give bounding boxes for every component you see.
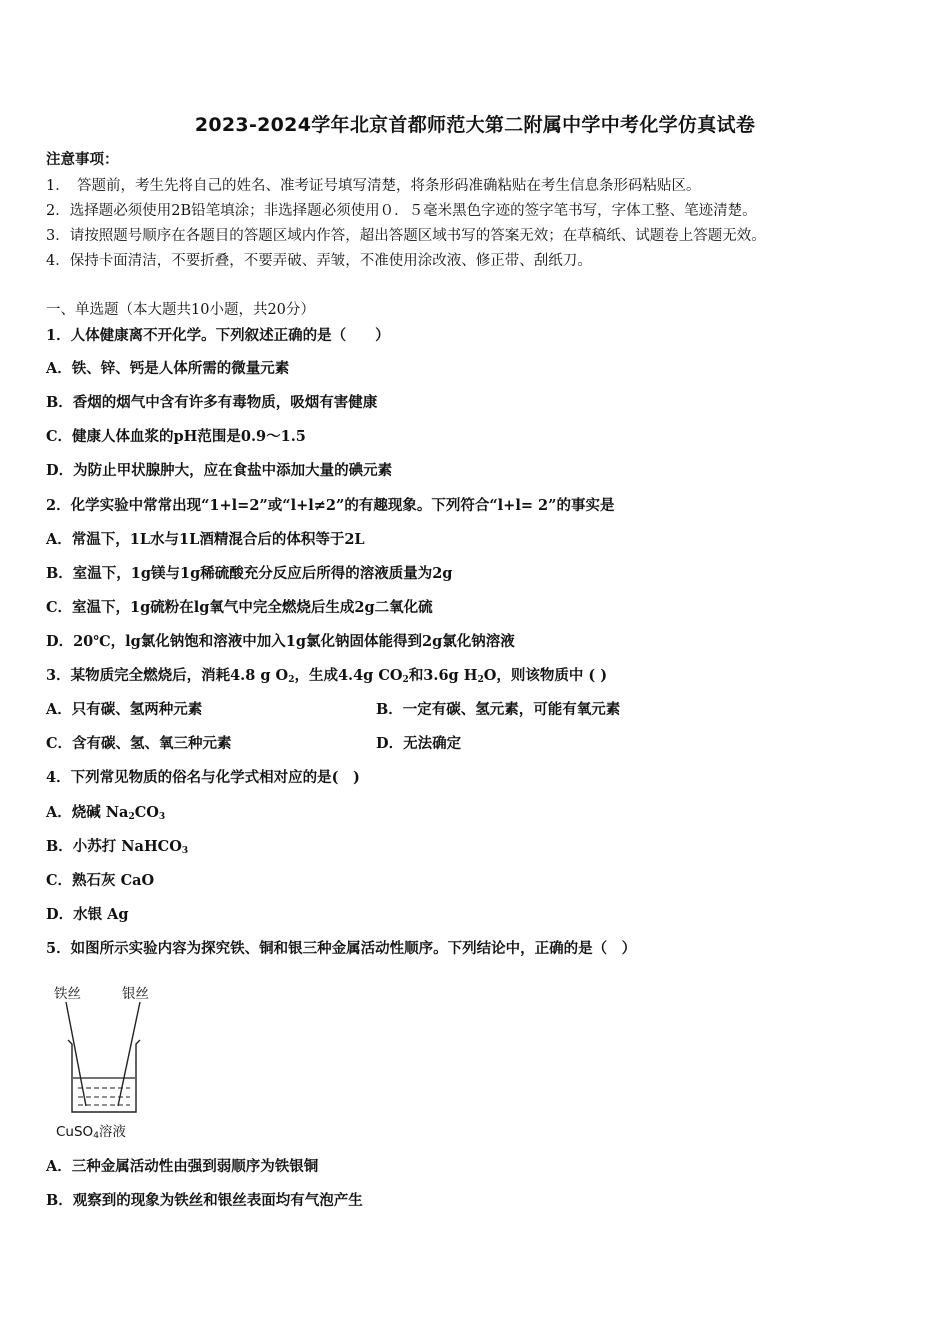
- q4-option-a: [46, 803, 165, 827]
- q3-option-row-1: [46, 700, 621, 720]
- q5-stem: 5．如图所示实验内容为探究铁、铜和银三种金属活动性顺序。下列结论中，正确的是（ ）: [46, 940, 637, 957]
- q4-option-b: [46, 837, 188, 861]
- q3-subscript: 2: [477, 675, 484, 685]
- solution-label: [56, 1120, 126, 1141]
- notice-item-2: 2．选择题必须使用2B铅笔填涂；非选择题必须使用０．５毫米黑色字迹的签字笔书写，字体工整、笔迹清楚。: [46, 203, 757, 219]
- q1-option-b: B．香烟的烟气中含有许多有毒物质，吸烟有害健康: [46, 394, 378, 411]
- q2-option-b: B．室温下，1g镁与1g稀硫酸充分反应后所得的溶液质量为2g: [46, 565, 453, 582]
- silver-wire-label: 银丝: [122, 986, 149, 1002]
- q2-option-c: C．室温下，1g硫粉在lg氧气中完全燃烧后生成2g二氧化硫: [46, 599, 433, 616]
- iron-wire-label: 铁丝: [54, 986, 81, 1002]
- q4-subscript: 3: [181, 846, 189, 856]
- q1-stem: 1．人体健康离不开化学。下列叙述正确的是（ ）: [46, 327, 390, 344]
- q3-option-d: D．无法确定: [376, 735, 462, 752]
- solution-label-subscript: 4: [93, 1131, 99, 1141]
- beaker-diagram: [52, 980, 172, 1140]
- q4-subscript: 3: [158, 812, 166, 822]
- section-heading: 一、单选题（本大题共10小题，共20分）: [46, 302, 315, 318]
- q1-option-c: C．健康人体血浆的pH范围是0.9～1.5: [46, 428, 306, 445]
- q3-option-a: A．只有碳、氢两种元素: [46, 701, 203, 718]
- q1-option-d: D．为防止甲状腺肿大，应在食盐中添加大量的碘元素: [46, 462, 393, 479]
- q3-stem: [46, 666, 607, 690]
- q4-option-a-text: A．烧碱 Na: [46, 804, 129, 821]
- q3-option-c: C．含有碳、氢、氧三种元素: [46, 735, 232, 752]
- q3-subscript: 2: [402, 675, 409, 685]
- q2-option-d: D．20℃，lg氯化钠饱和溶液中加入1g氯化钠固体能得到2g氯化钠溶液: [46, 633, 515, 650]
- q4-stem: 4．下列常见物质的俗名与化学式相对应的是( ): [46, 769, 360, 786]
- notice-heading: 注意事项：: [46, 151, 119, 168]
- q3-stem-part: O，则该物质中 ( ): [483, 667, 608, 684]
- q3-stem-part: 和3.6g H: [408, 667, 478, 684]
- solution-label-text: 溶液: [98, 1124, 126, 1140]
- q5-option-a: A．三种金属活动性由强到弱顺序为铁银铜: [46, 1158, 319, 1175]
- q3-subscript: 2: [288, 675, 295, 685]
- solution-label-text: CuSO: [56, 1124, 94, 1140]
- q3-stem-part: ，生成4.4g CO: [294, 667, 403, 684]
- q4-option-c: C．熟石灰 CaO: [46, 872, 155, 889]
- q3-option-row-2: [46, 734, 462, 754]
- q3-stem-part: 3．某物质完全燃烧后，消耗4.8 g O: [46, 667, 289, 684]
- q4-subscript: 2: [128, 812, 135, 822]
- q4-option-d: D．水银 Ag: [46, 906, 129, 923]
- q5-option-b: B．观察到的现象为铁丝和银丝表面均有气泡产生: [46, 1192, 363, 1209]
- page-title: 2023-2024学年北京首都师范大第二附属中学中考化学仿真试卷: [194, 114, 756, 136]
- q1-option-a: A．铁、锌、钙是人体所需的微量元素: [46, 360, 290, 377]
- experiment-figure: [52, 980, 172, 1140]
- q3-option-b: B．一定有碳、氢元素，可能有氧元素: [376, 701, 621, 718]
- q2-option-a: A．常温下，1L水与1L酒精混合后的体积等于2L: [46, 531, 365, 548]
- iron-wire: [66, 1002, 86, 1106]
- notice-item-4: 4．保持卡面清洁，不要折叠，不要弄破、弄皱，不准使用涂改液、修正带、刮纸刀。: [46, 253, 592, 269]
- q4-option-a-text: CO: [134, 804, 159, 821]
- q4-option-b-text: B．小苏打 NaHCO: [46, 838, 182, 855]
- notice-item-1: 1． 答题前，考生先将自己的姓名、准考证号填写清楚，将条形码准确粘贴在考生信息条形码粘贴区。: [46, 178, 701, 194]
- notice-item-3: 3．请按照题号顺序在各题目的答题区域内作答，超出答题区域书写的答案无效；在草稿纸、试题卷上答题无效。: [46, 228, 766, 244]
- q2-stem: 2．化学实验中常常出现“1+l=2”或“l+l≠2”的有趣现象。下列符合“l+l= 2”的事实是: [46, 497, 615, 514]
